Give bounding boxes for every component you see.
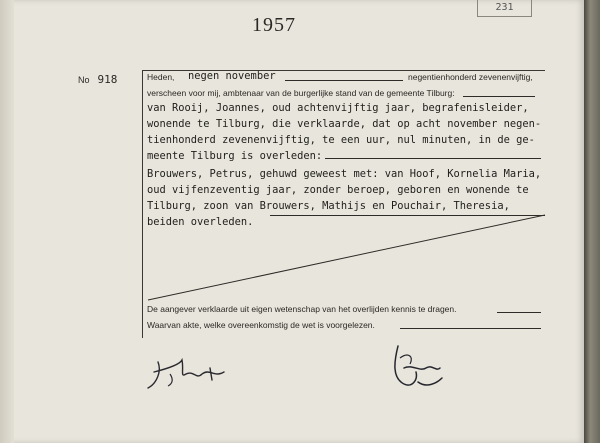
typed-line: van Rooij, Joannes, oud achtenvijftig jaar, begrafenisleider, xyxy=(147,102,529,114)
printed-aangever: De aangever verklaarde uit eigen wetenschap van het overlijden kennis te dragen. xyxy=(147,304,457,314)
typed-line: beiden overleden. xyxy=(147,216,254,228)
typed-line: meente Tilburg is overleden: xyxy=(147,150,323,162)
typed-date: negen november xyxy=(188,70,276,82)
signature-registrar xyxy=(378,338,458,398)
printed-year-text: negentienhonderd zevenenvijftig, xyxy=(408,72,533,82)
page-number: 231 xyxy=(477,0,532,17)
typed-line: Tilburg, zoon van Brouwers, Mathijs en Pouchair, Theresia, xyxy=(147,200,510,212)
typed-line: Brouwers, Petrus, gehuwd geweest met: van Hoof, Kornelia Maria, xyxy=(147,168,542,180)
typed-line: wonende te Tilburg, die verklaarde, dat op acht november negen- xyxy=(147,118,542,130)
typed-line: oud vijfenzeventig jaar, zonder beroep, geboren en wonende te xyxy=(147,184,529,196)
typed-line: tienhonderd zevenenvijftig, te een uur, nul minuten, in de ge- xyxy=(147,134,535,146)
entry-number-label: No xyxy=(78,75,90,85)
printed-verscheen: verscheen voor mij, ambtenaar van de burgerlijke stand van de gemeente Tilburg: xyxy=(147,88,455,98)
printed-heden: Heden, xyxy=(147,72,175,82)
fill-rule xyxy=(400,328,541,329)
printed-waarvan: Waarvan akte, welke overeenkomstig de wet is voorgelezen. xyxy=(147,320,375,330)
entry-number-value: 918 xyxy=(97,73,118,86)
register-year: 1957 xyxy=(252,14,296,36)
fill-rule xyxy=(497,312,541,313)
signature-declarant xyxy=(140,350,240,400)
